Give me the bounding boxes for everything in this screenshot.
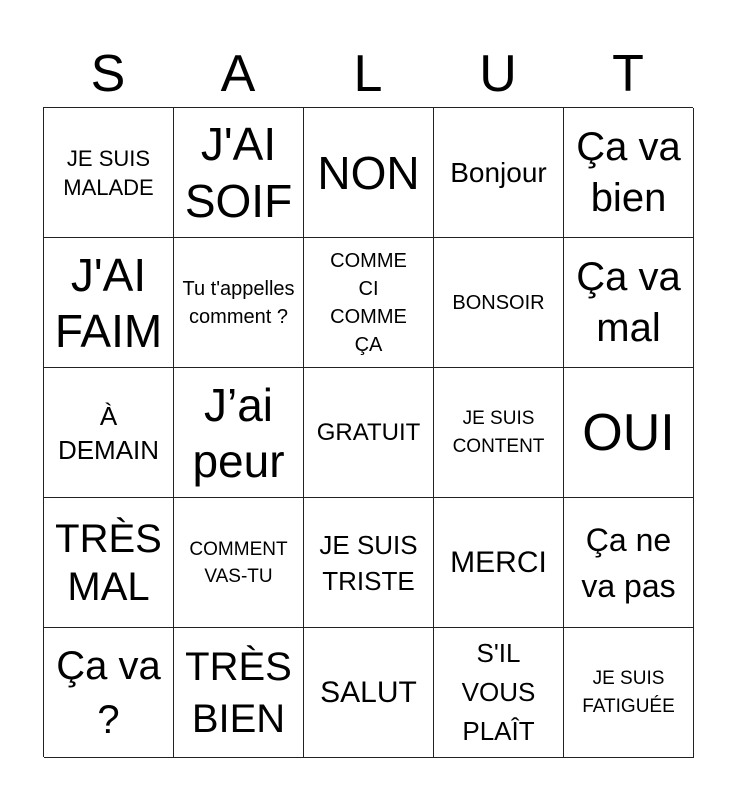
cell-text: TRÈS BIEN — [185, 644, 292, 741]
cell-text: JE SUIS MALADE — [63, 145, 154, 200]
cell-text: S'IL VOUS PLAÎT — [461, 638, 536, 746]
bingo-cell[interactable] — [434, 498, 564, 628]
cell-text: Ça va mal — [576, 254, 681, 350]
cell-text: SALUT — [320, 675, 417, 709]
bingo-cell[interactable] — [44, 498, 174, 628]
bingo-cell[interactable] — [44, 238, 174, 368]
cell-text: Tu t'appelles comment ? — [182, 277, 295, 328]
cell-text: Bonjour — [450, 156, 547, 188]
cell-text: J’ai peur — [192, 378, 285, 487]
cell-text: COMME CI COMME ÇA — [330, 249, 407, 356]
cell-text: Ça va ? — [56, 643, 161, 742]
cell-text: JE SUIS TRISTE — [319, 529, 418, 596]
cell-text: À DEMAIN — [57, 400, 160, 465]
cell-text: GRATUIT — [316, 419, 421, 446]
bingo-cell[interactable] — [434, 238, 564, 368]
cell-text: COMMENT VAS-TU — [189, 538, 288, 587]
header-letter-a: A — [220, 45, 256, 103]
header-letter-u: U — [479, 45, 517, 103]
cell-text: OUI — [582, 403, 675, 462]
bingo-cell[interactable] — [434, 628, 564, 758]
bingo-cell[interactable] — [304, 628, 434, 758]
bingo-header — [43, 40, 693, 108]
cell-text: MERCI — [450, 545, 547, 579]
bingo-cell[interactable] — [174, 498, 304, 628]
bingo-cell[interactable] — [44, 628, 174, 758]
bingo-cell[interactable] — [44, 108, 174, 238]
bingo-cell[interactable] — [304, 108, 434, 238]
bingo-cell[interactable] — [174, 628, 304, 758]
bingo-cell[interactable] — [564, 498, 694, 628]
cell-text: J'AI SOIF — [184, 117, 293, 227]
cell-text: JE SUIS FATIGUÉE — [582, 667, 675, 717]
cell-text: Ça va bien — [576, 124, 681, 220]
bingo-cell[interactable] — [564, 628, 694, 758]
cell-text: TRÈS MAL — [55, 516, 162, 609]
bingo-cell[interactable] — [304, 498, 434, 628]
bingo-cell[interactable] — [564, 368, 694, 498]
header-letter-l: L — [353, 45, 383, 103]
bingo-cell[interactable] — [564, 108, 694, 238]
bingo-cell[interactable] — [174, 108, 304, 238]
bingo-cell[interactable] — [174, 368, 304, 498]
bingo-cell[interactable] — [564, 238, 694, 368]
bingo-cell[interactable] — [174, 238, 304, 368]
cell-text: Ça ne va pas — [581, 521, 676, 604]
bingo-cell[interactable] — [44, 368, 174, 498]
cell-text: JE SUIS CONTENT — [452, 407, 545, 457]
bingo-grid — [43, 107, 693, 757]
header-letter-t: T — [612, 45, 644, 103]
cell-text: J'AI FAIM — [54, 248, 163, 357]
cell-text: NON — [317, 146, 420, 199]
bingo-cell[interactable] — [304, 238, 434, 368]
bingo-cell[interactable] — [434, 108, 564, 238]
cell-text: BONSOIR — [452, 291, 545, 314]
bingo-cell[interactable] — [304, 368, 434, 498]
bingo-cell[interactable] — [434, 368, 564, 498]
header-letter-s: S — [90, 45, 126, 103]
